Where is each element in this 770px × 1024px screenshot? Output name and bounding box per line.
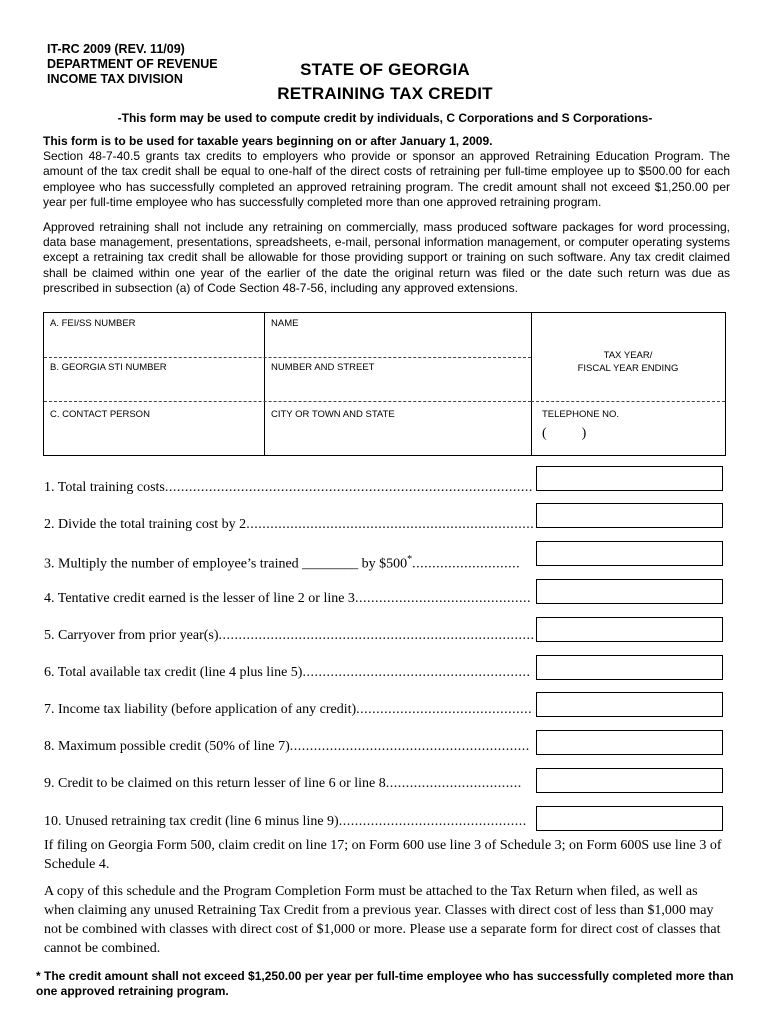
line-3-input[interactable] <box>536 541 723 566</box>
grid-row-divider <box>44 401 531 402</box>
line-2-input[interactable] <box>536 503 723 528</box>
line-7-label: 7. Income tax liability (before application of any credit)............................................ <box>44 702 533 717</box>
intro-bold-line: This form is to be used for taxable years beginning on or after January 1, 2009. <box>43 134 493 148</box>
telephone-label: TELEPHONE NO. <box>542 409 620 420</box>
georgia-sti-number-label: B. GEORGIA STI NUMBER <box>50 362 167 373</box>
line-7-input[interactable] <box>536 692 723 717</box>
department-name: DEPARTMENT OF REVENUE <box>47 57 218 71</box>
grid-divider <box>531 313 532 455</box>
line-8-label: 8. Maximum possible credit (50% of line 7)............................................................ <box>44 739 530 754</box>
title-line-2: RETRAINING TAX CREDIT <box>277 84 493 103</box>
line-6-label: 6. Total available tax credit (line 4 plus line 5)......................................................... <box>44 665 531 680</box>
attachment-instructions: A copy of this schedule and the Program Completion Form must be attached to the Tax Return when filed, as well as when claiming any unused Retraining Tax Credit from a previous year. Classes with direct cost of less than $1,000 may not be combined with classes with direct cost of $1,000 or more. Please use a separate form for direct cost of classes that cannot be combined. <box>44 884 721 956</box>
city-state-label: CITY OR TOWN AND STATE <box>271 409 395 420</box>
line-5-input[interactable] <box>536 617 723 642</box>
street-field[interactable] <box>271 362 374 373</box>
line-8-input[interactable] <box>536 730 723 755</box>
footnote: * The credit amount shall not exceed $1,250.00 per year per full-time employee who has successfully completed more than one approved retraining program. <box>36 969 734 998</box>
line-6-input[interactable] <box>536 655 723 680</box>
street-label: NUMBER AND STREET <box>271 362 375 373</box>
line-5-label: 5. Carryover from prior year(s)............................................................................... <box>44 628 535 643</box>
grid-divider <box>264 313 265 455</box>
line-1-label: 1. Total training costs............................................................................................ <box>44 480 533 495</box>
title-line-1: STATE OF GEORGIA <box>300 60 470 79</box>
line-10-input[interactable] <box>536 806 723 831</box>
line-9-label: 9. Credit to be claimed on this return lesser of line 6 or line 8.................................. <box>44 776 522 791</box>
intro-paragraph-2: Approved retraining shall not include any retraining on commercially, mass produced software packages for word processing, data base management, presentations, spreadsheets, e-mail, personal information management, or computer operating systems except a retraining tax credit shall be allowable for those providing support or training on such software. Any tax credit claimed shall be claimed within one year of the earlier of the date the original return was filed or the date such return was due as prescribed in subsection (a) of Code Section 48-7-56, including any approved extensions. <box>43 220 730 295</box>
line-4-label: 4. Tentative credit earned is the lesser of line 2 or line 3............................................ <box>44 591 531 606</box>
telephone-input[interactable]: ( ) <box>542 426 587 441</box>
fiscal-year-ending-label: FISCAL YEAR ENDING <box>577 363 679 374</box>
tax-year-label: TAX YEAR/ <box>603 350 653 361</box>
division-name: INCOME TAX DIVISION <box>47 72 183 86</box>
name-field[interactable] <box>271 318 298 329</box>
intro-paragraph-1: Section 48-7-40.5 grants tax credits to employers who provide or sponsor an approved Retraining Education Program. The amount of the tax credit shall be equal to one-half of the direct costs of retraining per full-time employee up to $500.00 for each employee who has successfully completed an approved retraining program. The credit amount shall not exceed $1,250.00 per year per full-time employee who has successfully completed more than one approved retraining program. <box>43 149 730 209</box>
page-title <box>230 58 540 106</box>
grid-row-divider <box>531 401 725 402</box>
line-2-label: 2. Divide the total training cost by 2........................................................................ <box>44 517 535 532</box>
telephone-field[interactable] <box>542 409 619 442</box>
subtitle: -This form may be used to compute credit by individuals, C Corporations and S Corporations- <box>117 111 653 125</box>
line-1-input[interactable] <box>536 466 723 491</box>
line-3-asterisk: * <box>407 554 413 565</box>
city-state-field[interactable] <box>271 409 395 420</box>
contact-person-field[interactable] <box>50 409 150 420</box>
line-4-input[interactable] <box>536 579 723 604</box>
georgia-sti-number-field[interactable] <box>50 362 167 373</box>
line-10-label: 10. Unused retraining tax credit (line 6 minus line 9)............................................... <box>44 814 527 829</box>
form-id: IT-RC 2009 (REV. 11/09) <box>47 42 185 56</box>
line-3-label: 3. Multiply the number of employee’s trained ________ by $500*........................... <box>44 554 521 572</box>
grid-row-divider <box>44 357 531 358</box>
name-label: NAME <box>271 318 299 329</box>
fei-ss-number-label: A. FEI/SS NUMBER <box>50 318 136 329</box>
tax-year-field[interactable] <box>531 349 725 375</box>
intro-text <box>43 134 730 296</box>
filing-instructions: If filing on Georgia Form 500, claim credit on line 17; on Form 600 use line 3 of Schedule 3; on Form 600S use line 3 of Schedule 4. <box>44 838 722 872</box>
contact-person-label: C. CONTACT PERSON <box>50 409 150 420</box>
line-9-input[interactable] <box>536 768 723 793</box>
taxpayer-info-grid <box>43 312 726 456</box>
form-header-info <box>47 42 218 87</box>
fei-ss-number-field[interactable] <box>50 318 136 329</box>
